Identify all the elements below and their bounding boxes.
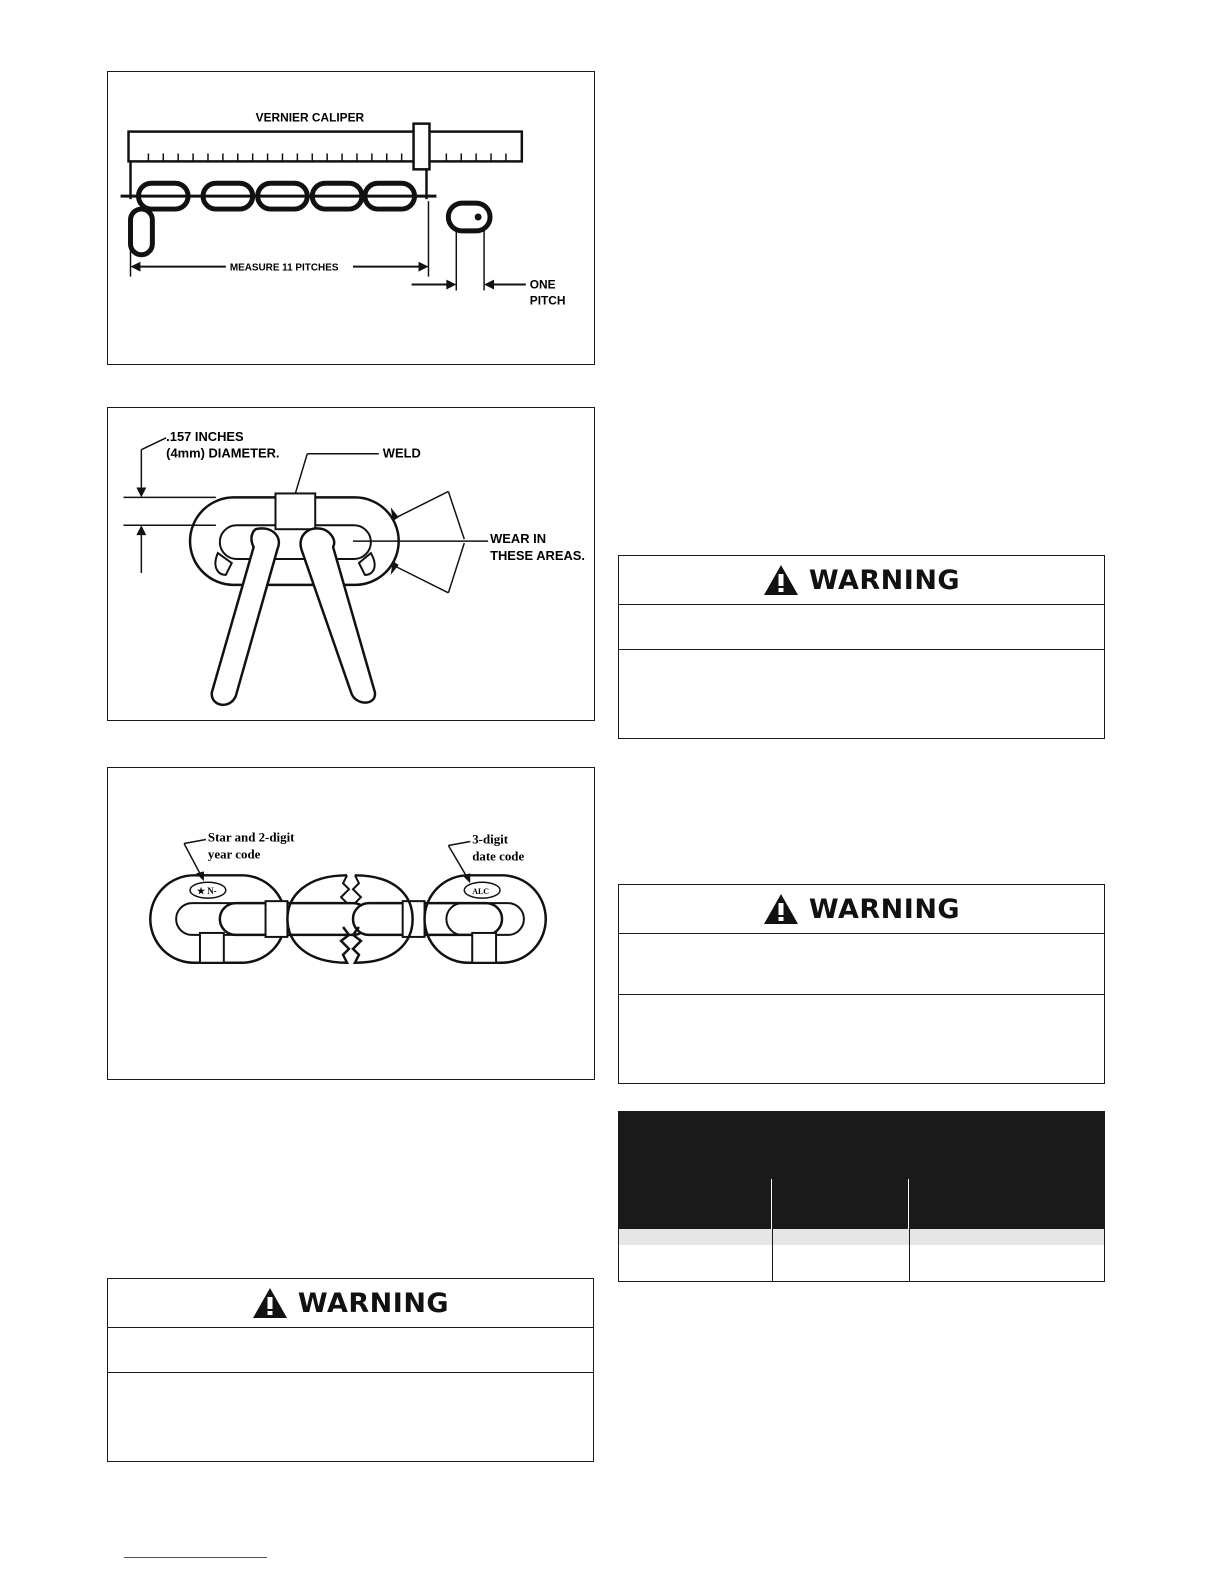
table-title-bar (618, 1111, 1105, 1179)
table-header-cell (771, 1179, 908, 1229)
pitch-label-line2: PITCH (529, 293, 566, 308)
warning-label: WARNING (297, 1287, 450, 1319)
warning-triangle-icon (763, 564, 799, 596)
left-link-stamp: ★ N- (196, 886, 217, 897)
caliper-label: VERNIER CALIPER (255, 110, 365, 125)
date-code-label-line2: date code (472, 848, 525, 864)
caliper-diagram (108, 72, 594, 364)
identification-diagram (108, 768, 594, 1079)
table-cell (619, 1229, 772, 1245)
warning-row-1 (619, 605, 1104, 650)
wear-label-line1: WEAR IN (490, 531, 547, 547)
table-header-row (618, 1179, 1105, 1229)
table-cell (772, 1245, 909, 1281)
warning-header (619, 556, 1104, 605)
warning-box-1 (618, 555, 1105, 739)
warning-label: WARNING (808, 564, 961, 596)
figure-wear-areas (107, 407, 595, 721)
measure-label: MEASURE 11 PITCHES (229, 262, 339, 274)
star-code-label-line2: year code (207, 846, 261, 862)
pitch-label-line1: ONE (529, 277, 556, 292)
warning-row-2 (619, 995, 1104, 1081)
warning-label: WARNING (808, 893, 961, 925)
table-cell (619, 1245, 772, 1281)
table-row (618, 1245, 1105, 1282)
wear-diagram (108, 408, 594, 720)
figure-identification-codes (107, 767, 595, 1080)
warning-row-2 (619, 650, 1104, 734)
warning-box-3 (107, 1278, 594, 1462)
warning-triangle-icon (763, 893, 799, 925)
wear-label-line2: THESE AREAS. (490, 548, 586, 564)
weld-label: WELD (382, 445, 421, 461)
specification-table (618, 1111, 1105, 1282)
warning-triangle-icon (252, 1287, 288, 1319)
warning-row-2 (108, 1373, 593, 1457)
figure-caliper-measurement (107, 71, 595, 365)
table-row (618, 1229, 1105, 1245)
diameter-label-line1: .157 INCHES (166, 428, 244, 444)
warning-header (619, 885, 1104, 934)
right-link-stamp: ALC (472, 887, 489, 897)
table-header-cell (908, 1179, 1105, 1229)
star-code-label-line1: Star and 2-digit (207, 829, 295, 845)
warning-row-1 (108, 1328, 593, 1373)
warning-header (108, 1279, 593, 1328)
warning-box-2 (618, 884, 1105, 1084)
footnote-rule (124, 1557, 267, 1558)
table-cell (909, 1245, 1104, 1281)
table-header-cell (618, 1179, 771, 1229)
warning-row-1 (619, 934, 1104, 995)
diameter-label-line2: (4mm) DIAMETER. (166, 445, 280, 461)
table-cell (772, 1229, 909, 1245)
date-code-label-line1: 3-digit (472, 831, 509, 847)
table-cell (909, 1229, 1104, 1245)
